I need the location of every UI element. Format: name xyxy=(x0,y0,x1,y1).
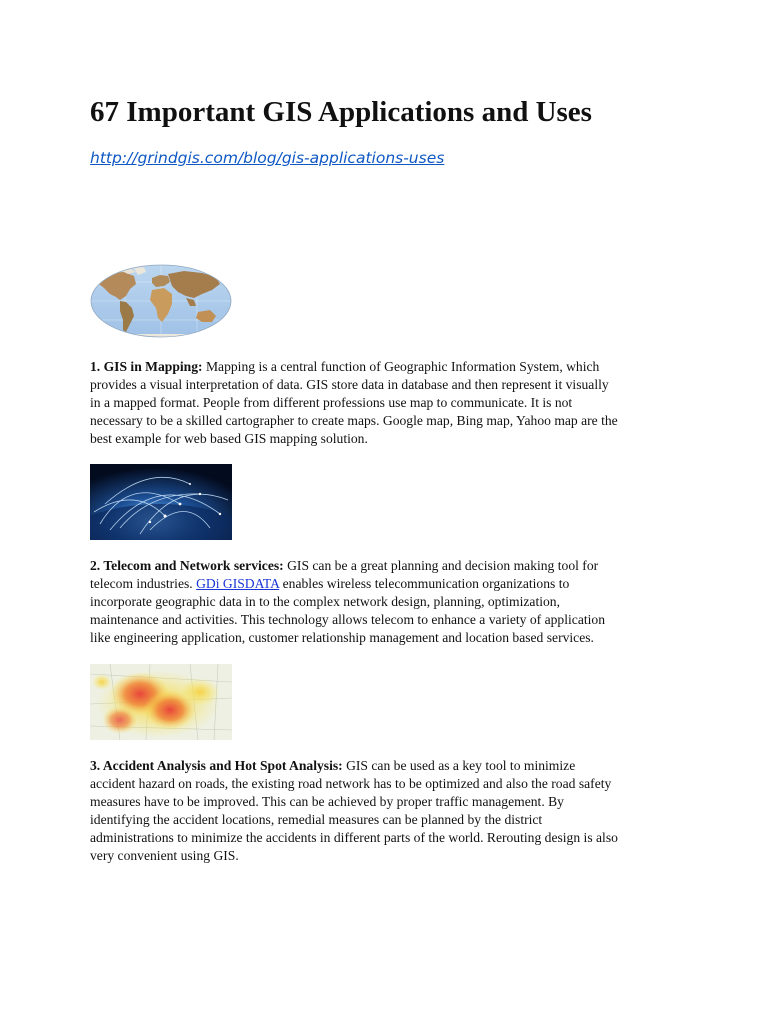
section-1-line-1: 1. GIS in Mapping: Mapping is a central function of Geographic Information System, which xyxy=(90,359,600,374)
section-3-line-5: administrations to minimize the accidents in different parts of the world. Rerouting design is also xyxy=(90,830,618,845)
section-3-paragraph xyxy=(90,757,690,865)
section-1-line-2: provides a visual interpretation of data. GIS store data in database and then represent it visually xyxy=(90,377,609,392)
world-map-image xyxy=(90,264,232,338)
page-title: 67 Important GIS Applications and Uses xyxy=(90,96,592,128)
section-3-line-3: measures have to be improved. This can be achieved by proper traffic management. By xyxy=(90,794,564,809)
hotspot-heatmap-image xyxy=(90,664,232,740)
section-2-line-3: incorporate geographic data in to the complex network design, planning, optimization, xyxy=(90,594,560,609)
section-1-line-3: in a mapped format. People from different professions use map to communicate. It is not xyxy=(90,395,573,410)
section-2-line-5: like engineering application, customer relationship management and location based services. xyxy=(90,630,594,645)
section-1-heading: 1. GIS in Mapping: xyxy=(90,359,203,374)
section-2-line-4: maintenance and activities. This technology allows telecom to enhance a variety of application xyxy=(90,612,605,627)
section-3-heading: 3. Accident Analysis and Hot Spot Analysis: xyxy=(90,758,343,773)
section-2-line-2: telecom industries. GDi GISDATA enables wireless telecommunication organizations to xyxy=(90,576,570,591)
section-1-paragraph xyxy=(90,358,690,448)
source-url-link[interactable]: http://grindgis.com/blog/gis-applications-uses xyxy=(90,149,445,167)
section-2-paragraph xyxy=(90,557,690,647)
global-network-image xyxy=(90,464,232,540)
section-3-line-2: accident hazard on roads, the existing road network has to be optimized and also the road safety xyxy=(90,776,612,791)
section-3-line-6: very convenient using GIS. xyxy=(90,848,239,863)
gdi-gisdata-link[interactable]: GDi GISDATA xyxy=(196,576,280,591)
section-1-line-5: best example for web based GIS mapping solution. xyxy=(90,431,368,446)
section-2-heading: 2. Telecom and Network services: xyxy=(90,558,284,573)
section-3-line-1: 3. Accident Analysis and Hot Spot Analysis: GIS can be used as a key tool to minimize xyxy=(90,758,576,773)
section-1-line-4: necessary to be a skilled cartographer to create maps. Google map, Bing map, Yahoo map are the xyxy=(90,413,618,428)
section-2-line-1: 2. Telecom and Network services: GIS can be a great planning and decision making tool for xyxy=(90,558,599,573)
section-3-line-4: identifying the accident locations, remedial measures can be planned by the district xyxy=(90,812,543,827)
